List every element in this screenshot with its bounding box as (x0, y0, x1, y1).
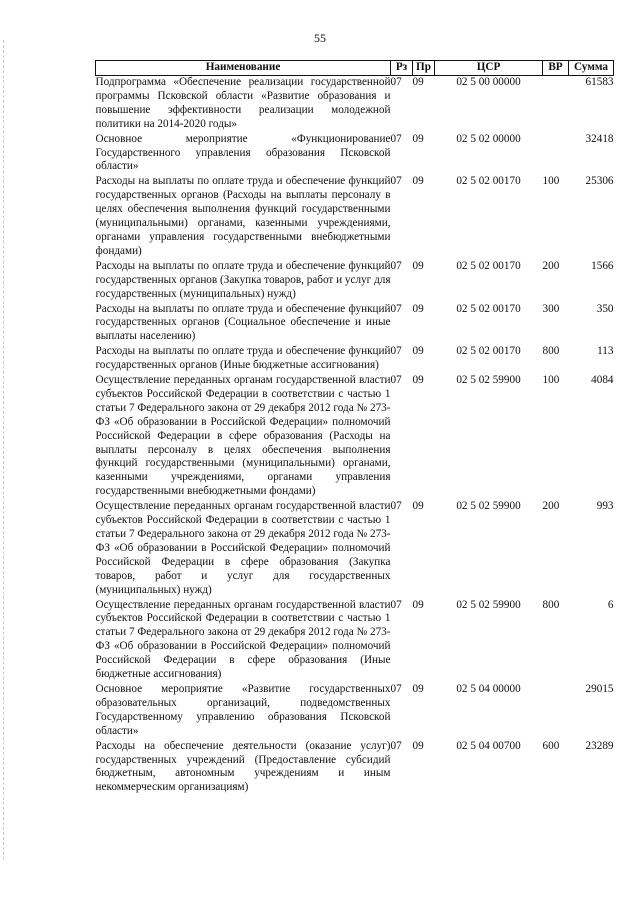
row-sum: 350 (596, 302, 614, 315)
row-csr: 02 5 02 59900 (456, 500, 521, 513)
row-vr: 300 (542, 302, 560, 315)
row-pr: 09 (412, 259, 424, 272)
row-name: Расходы на выплаты по оплате труда и обеспечение функций государственных органов (Социальное обеспечение и иные выплаты населению) (95, 302, 391, 343)
row-name: Расходы на выплаты по оплате труда и обеспечение функций государственных органов (Расходы на выплаты персоналу в целях обеспечения выполнения функций государственными (муниципальными) органами, казенными учреждениями, органами управления государственными внебюджетными фондами) (95, 175, 391, 257)
row-csr: 02 5 02 00170 (456, 302, 521, 315)
row-sum: 23289 (585, 739, 614, 752)
row-sum: 61583 (585, 76, 614, 88)
row-csr: 02 5 02 00170 (456, 345, 521, 358)
row-csr: 02 5 00 00000 (456, 76, 521, 88)
row-csr: 02 5 04 00000 (456, 682, 521, 695)
row-rz: 07 (390, 739, 402, 752)
header-sum: Сумма (569, 61, 614, 76)
row-vr (543, 683, 569, 740)
row-name: Основное мероприятие «Развитие государственных образовательных организаций, подведомственных Государственному управлению образования Псковской области» (95, 682, 391, 737)
row-rz: 07 (390, 132, 402, 145)
table-row (96, 683, 614, 740)
row-vr: 100 (542, 175, 560, 188)
row-pr: 09 (412, 175, 424, 188)
row-vr: 200 (542, 500, 560, 513)
header-pr: Пр (413, 61, 435, 76)
row-pr: 09 (412, 76, 424, 88)
table-row (96, 260, 614, 303)
row-vr (543, 133, 569, 176)
row-name: Расходы на выплаты по оплате труда и обеспечение функций государственных органов (Закупка товаров, работ и услуг для государственных (муниципальных) нужд) (95, 259, 391, 300)
row-sum: 6 (607, 598, 614, 611)
scan-edge-line (3, 40, 5, 860)
table-row (96, 303, 614, 346)
table-row (96, 133, 614, 176)
row-vr: 600 (542, 739, 560, 752)
row-csr: 02 5 02 00000 (456, 132, 521, 145)
table-row (96, 740, 614, 797)
row-pr: 09 (412, 374, 424, 387)
row-pr: 09 (412, 739, 424, 752)
table-body (96, 76, 614, 797)
row-vr: 100 (542, 374, 560, 387)
row-rz: 07 (390, 302, 402, 315)
row-rz: 07 (390, 598, 402, 611)
row-sum: 32418 (585, 132, 614, 145)
row-csr: 02 5 02 59900 (456, 598, 521, 611)
row-pr: 09 (412, 345, 424, 358)
table-row (96, 599, 614, 683)
row-vr: 800 (542, 345, 560, 358)
row-name: Осуществление переданных органам государственной власти субъектов Российской Федерации в соответствии с частью 1 статьи 7 Федерального закона от 29 декабря 2012 года № 273-ФЗ «Об образовании в Российской Федерации» полномочий Российской Федерации в сфере образования (Закупка товаров, работ и услуг для государственных (муниципальных) нужд) (95, 500, 391, 596)
row-rz: 07 (390, 374, 402, 387)
row-vr: 800 (542, 598, 560, 611)
row-sum: 29015 (585, 682, 614, 695)
page-number: 55 (314, 31, 326, 45)
row-name: Расходы на обеспечение деятельности (оказание услуг) государственных учреждений (Предоставление субсидий бюджетным, автономным учреждениям и иным некоммерческим организациям) (95, 739, 391, 794)
header-vr: ВР (543, 61, 569, 76)
row-pr: 09 (412, 682, 424, 695)
header-csr: ЦСР (435, 61, 543, 76)
row-sum: 1566 (591, 259, 614, 272)
row-pr: 09 (412, 132, 424, 145)
row-sum: 113 (597, 345, 614, 358)
table-row (96, 345, 614, 374)
header-rz: Рз (391, 61, 413, 76)
row-csr: 02 5 02 00170 (456, 175, 521, 188)
row-sum: 4084 (591, 374, 614, 387)
row-sum: 25306 (585, 175, 614, 188)
row-pr: 09 (412, 500, 424, 513)
table-row (96, 175, 614, 259)
row-rz: 07 (390, 345, 402, 358)
row-csr: 02 5 02 59900 (456, 374, 521, 387)
row-vr: 200 (542, 259, 560, 272)
table-row (96, 500, 614, 598)
row-sum: 993 (596, 500, 614, 513)
table-row (96, 374, 614, 500)
row-rz: 07 (390, 259, 402, 272)
row-csr: 02 5 02 00170 (456, 259, 521, 272)
row-vr (543, 76, 569, 133)
row-rz: 07 (390, 500, 402, 513)
row-pr: 09 (412, 598, 424, 611)
row-name: Осуществление переданных органам государственной власти субъектов Российской Федерации в соответствии с частью 1 статьи 7 Федерального закона от 29 декабря 2012 года № 273-ФЗ «Об образовании в Российской Федерации» полномочий Российской Федерации в сфере образования (Расходы на выплаты персоналу в целях обеспечения выполнения функций государственными (муниципальными) органами, казенными учреждениями, органами управления государственными внебюджетными фондами) (95, 374, 391, 498)
table-row (96, 76, 614, 133)
row-name: Осуществление переданных органам государственной власти субъектов Российской Федерации в соответствии с частью 1 статьи 7 Федерального закона от 29 декабря 2012 года № 273-ФЗ «Об образовании в Российской Федерации» полномочий Российской Федерации в сфере образования (Иные бюджетные ассигнования) (95, 598, 391, 681)
row-rz: 07 (390, 682, 402, 695)
header-name: Наименование (96, 61, 391, 76)
row-pr: 09 (412, 302, 424, 315)
row-rz: 07 (390, 175, 402, 188)
budget-table (95, 60, 614, 796)
row-name: Расходы на выплаты по оплате труда и обеспечение функций государственных органов (Иные бюджетные ассигнования) (95, 345, 391, 372)
row-name: Основное мероприятие «Функционирование Государственного управления образования Псковской области» (95, 132, 391, 173)
row-name: Подпрограмма «Обеспечение реализации государственной программы Псковской области «Развитие образования и повышение эффективности реализации молодежной политики на 2014-2020 годы» (95, 76, 391, 130)
row-csr: 02 5 04 00700 (456, 739, 521, 752)
table-header (96, 61, 614, 76)
row-rz: 07 (390, 76, 402, 88)
